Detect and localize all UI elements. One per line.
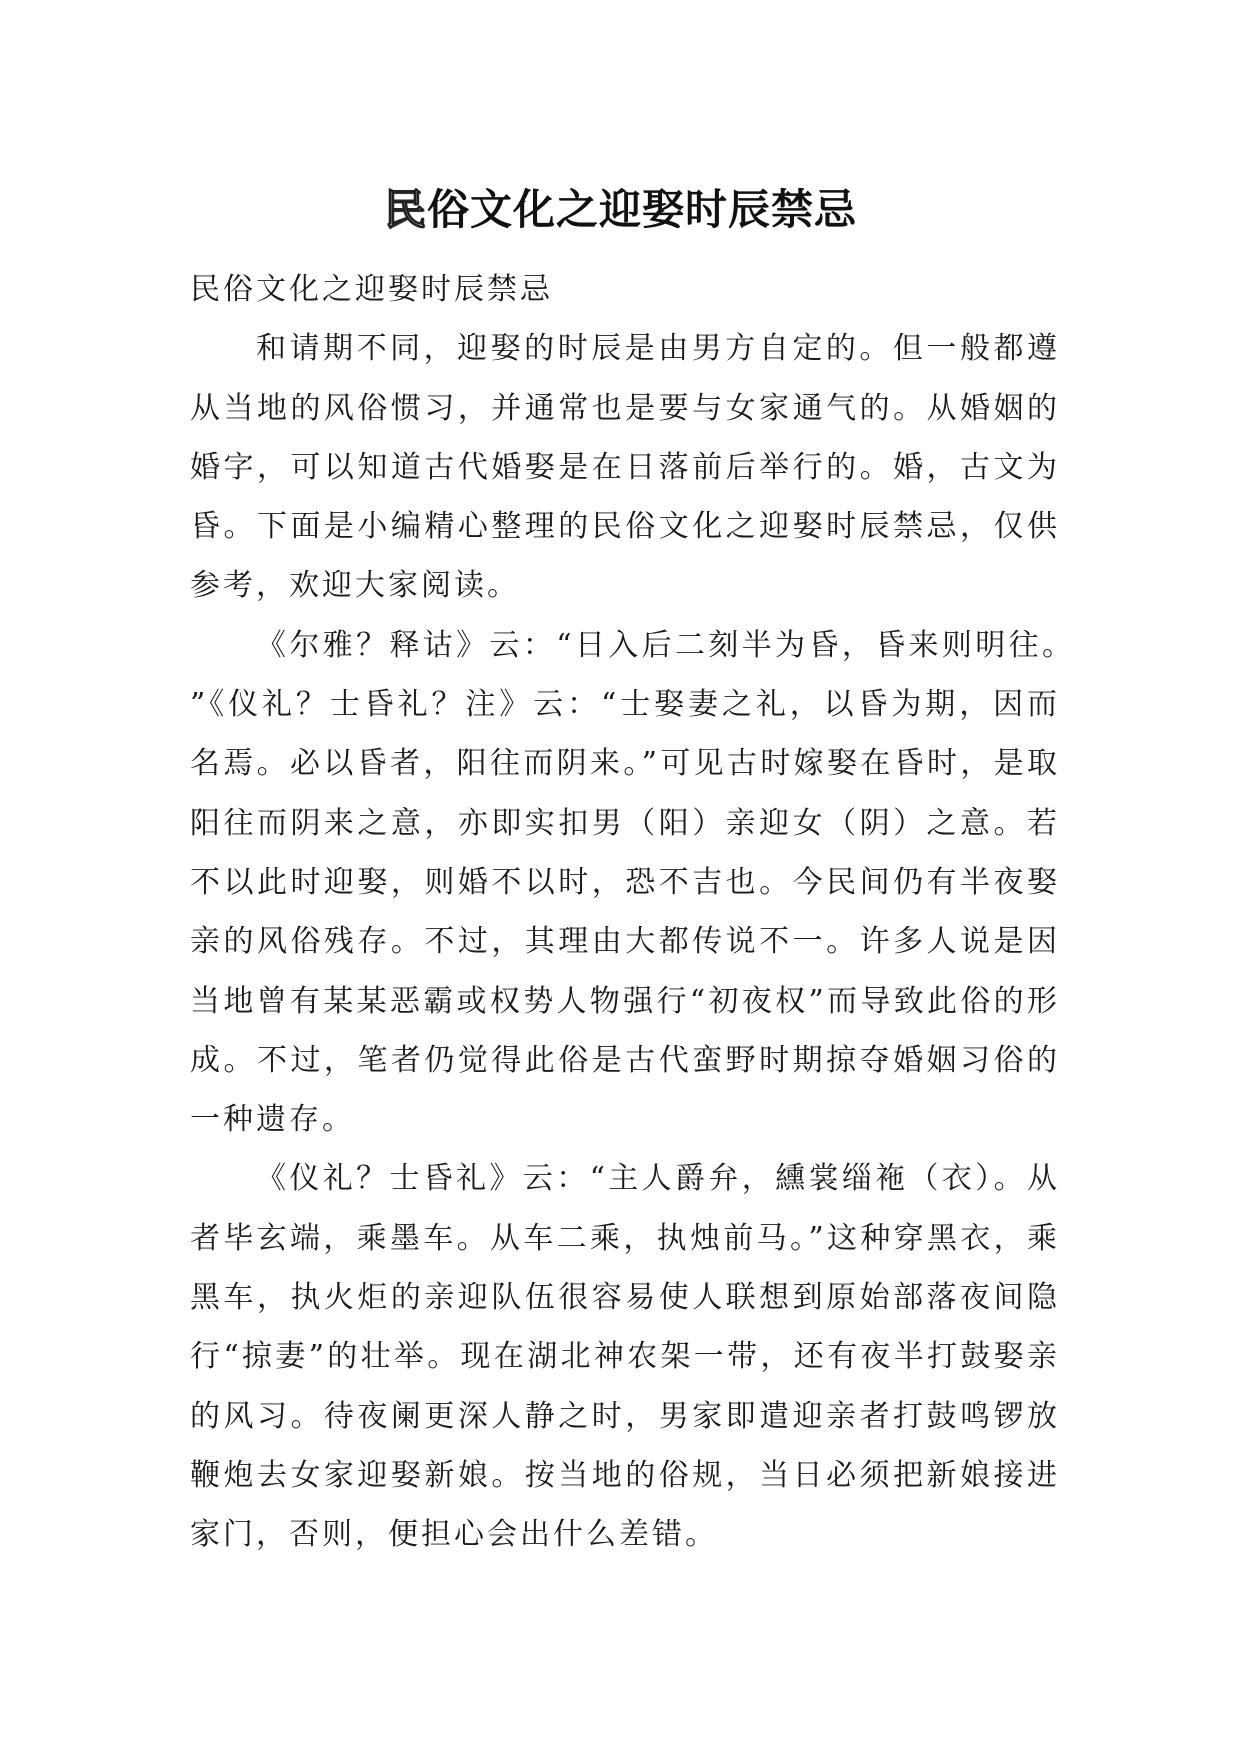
document-subtitle: 民俗文化之迎娶时辰禁忌 (190, 272, 553, 307)
paragraph-1: 和请期不同，迎娶的时辰是由男方自定的。但一般都遵从当地的风俗惯习，并通常也是要与女家通气的。从婚姻的婚字，可以知道古代婚娶是在日落前后举行的。婚，古文为昏。下面是小编精心整理的民俗文化之迎娶时辰禁忌，仅供参考，欢迎大家阅读。 (190, 331, 1060, 604)
title-first-char: 民 (383, 185, 427, 235)
title-rest: 俗文化之迎娶时辰禁忌 (427, 185, 858, 235)
document-body (190, 260, 1060, 1565)
document-title (0, 178, 1241, 242)
paragraph-3: 《仪礼？士昏礼》云：“主人爵弁，纁裳缁袘（衣）。从者毕玄端，乘墨车。从车二乘，执烛前马。”这种穿黑衣，乘黑车，执火炬的亲迎队伍很容易使人联想到原始部落夜间隐行“掠妻”的壮举。现在湖北神农架一带，还有夜半打鼓娶亲的风习。待夜阑更深人静之时，男家即遣迎亲者打鼓鸣锣放鞭炮去女家迎娶新娘。按当地的俗规，当日必须把新娘接进家门，否则，便担心会出什么差错。 (190, 1161, 1060, 1553)
paragraph-2: 《尔雅？释诂》云：“日入后二刻半为昏，昏来则明往。”《仪礼？士昏礼？注》云：“士娶妻之礼，以昏为期，因而名焉。必以昏者，阳往而阴来。”可见古时嫁娶在昏时，是取阳往而阴来之意，亦即实扣男（阳）亲迎女（阴）之意。若不以此时迎娶，则婚不以时，恐不吉也。今民间仍有半夜娶亲的风俗残存。不过，其理由大都传说不一。许多人说是因当地曾有某某恶霸或权势人物强行“初夜权”而导致此俗的形成。不过，笔者仍觉得此俗是古代蛮野时期掠夺婚姻习俗的一种遗存。 (190, 627, 1060, 1138)
